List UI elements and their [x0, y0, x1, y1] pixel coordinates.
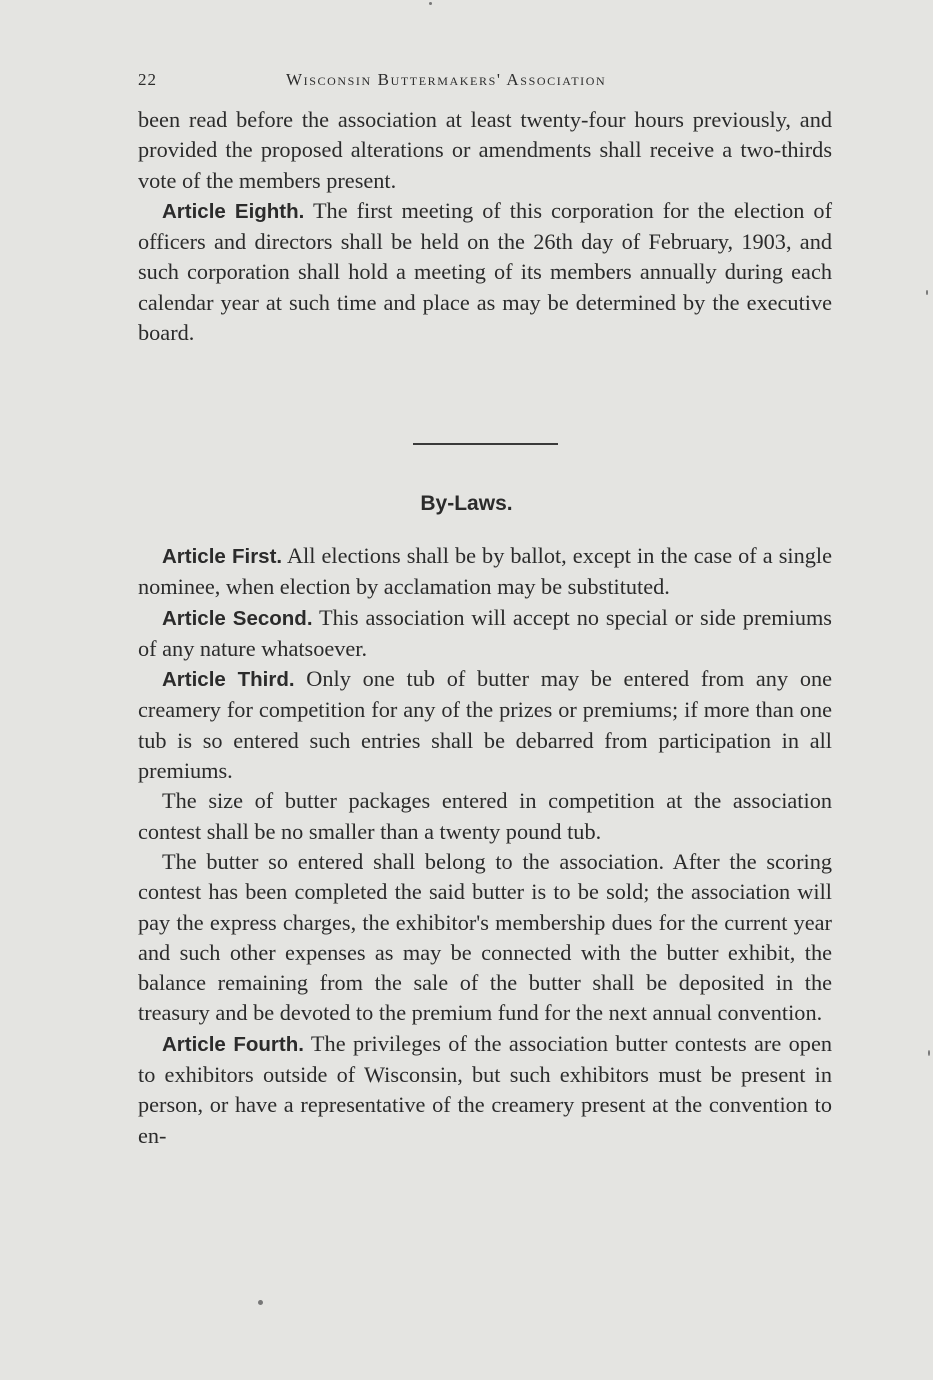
- bylaws-text: [138, 541, 832, 1151]
- article-eighth-heading: Article Eighth.: [162, 199, 305, 223]
- size-paragraph: The size of butter packages entered in competition at the association contest shall be no smaller than a twenty pound tub.: [138, 788, 832, 844]
- article-fourth: [138, 1029, 832, 1151]
- article-third-text: Only one tub of butter may be entered from any one creamery for competition for any of the prizes or premiums; if more than one tub is so entered such entries shall be debarred from participation in all premiums.: [138, 666, 833, 784]
- bylaws-heading: By-Laws.: [420, 492, 513, 515]
- paper-speck: [926, 290, 928, 295]
- article-first: [138, 541, 832, 603]
- article-third-heading: Article Third.: [162, 668, 295, 692]
- article-second-text: This association will accept no special or side premiums of any nature whatsoever.: [138, 604, 832, 661]
- article-second-heading: Article Second.: [162, 606, 313, 630]
- page-number: 22: [138, 70, 157, 89]
- paper-speck: [928, 1050, 930, 1056]
- article-first-text: All elections shall be by ballot, except in the case of a single nominee, when election by acclamation may be substituted.: [138, 543, 832, 600]
- article-first-heading: Article First.: [162, 545, 283, 568]
- constitution-text: [138, 105, 832, 348]
- article-fourth-text: The privileges of the association butter contests are open to exhibitors outside of Wisconsin, but such exhibitors must be present in person, or have a representative of the creamery present at the convention to en-: [138, 1030, 832, 1148]
- continuation-paragraph: been read before the association at least twenty-four hours previously, and provided the proposed alterations or amendments shall receive a two-thirds vote of the members present.: [138, 107, 832, 193]
- article-third: [138, 664, 832, 786]
- butter-paragraph: The butter so entered shall belong to the association. After the scoring contest has been completed the said butter is to be sold; the association will pay the express charges, the exhibitor's membership dues for the current year and such other expenses as may be connected with the butter exhibit, the balance remaining from the sale of the butter shall be deposited in the treasury and be devoted to the premium fund for the next annual convention.: [138, 848, 832, 1026]
- paper-speck: [258, 1300, 263, 1305]
- page-header: [138, 70, 738, 98]
- article-second: [138, 603, 832, 665]
- article-eighth-text: The first meeting of this corporation for the election of officers and directors shall be held on the 26th day of February, 1903, and such corporation shall hold a meeting of its members annually during each calendar year at such time and place as may be determined by the executive board.: [138, 197, 832, 346]
- article-fourth-heading: Article Fourth.: [162, 1032, 304, 1056]
- paper-speck: [429, 2, 432, 5]
- article-eighth: [138, 196, 832, 348]
- running-title: Wisconsin Buttermakers' Association: [286, 70, 607, 89]
- section-divider: [413, 443, 558, 445]
